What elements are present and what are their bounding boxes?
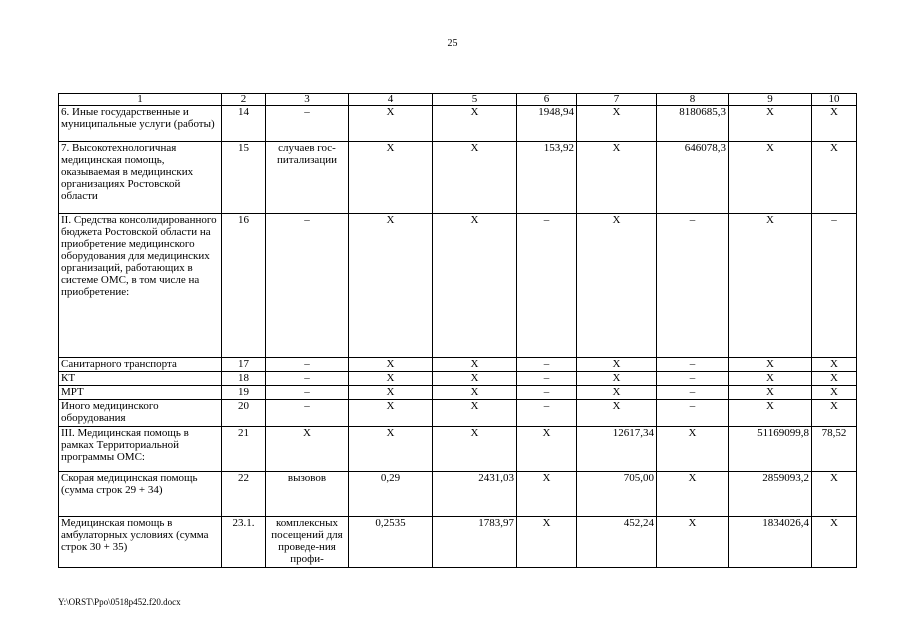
table-cell: – xyxy=(657,358,729,372)
table-cell: – xyxy=(517,400,577,427)
page-number: 25 xyxy=(447,38,458,49)
table-cell: Х xyxy=(349,214,433,358)
table-cell: – xyxy=(266,386,349,400)
table-cell: Х xyxy=(433,106,517,142)
row-label-cell: Медицинская помощь в амбулаторных условиях (сумма строк 30 + 35) xyxy=(59,517,222,568)
table-cell: – xyxy=(812,214,857,358)
table-cell: Х xyxy=(577,142,657,214)
table-cell: Х xyxy=(349,372,433,386)
row-label-cell: Иного медицинского оборудования xyxy=(59,400,222,427)
table-cell: 153,92 xyxy=(517,142,577,214)
table-cell: 23.1. xyxy=(222,517,266,568)
table-cell: – xyxy=(517,372,577,386)
table-cell: 21 xyxy=(222,427,266,472)
table-cell: – xyxy=(657,386,729,400)
header-cell: 10 xyxy=(812,94,857,106)
table-cell: – xyxy=(657,372,729,386)
table-cell: Х xyxy=(812,400,857,427)
row-label-cell: МРТ xyxy=(59,386,222,400)
table-cell: – xyxy=(517,358,577,372)
table-cell: Х xyxy=(349,358,433,372)
table-cell: 17 xyxy=(222,358,266,372)
table-cell: Х xyxy=(812,106,857,142)
table-cell: Х xyxy=(349,400,433,427)
table-cell: Х xyxy=(433,142,517,214)
table-row xyxy=(59,358,857,372)
header-cell: 5 xyxy=(433,94,517,106)
table-cell: Х xyxy=(729,142,812,214)
budget-table xyxy=(58,93,857,568)
header-cell: 4 xyxy=(349,94,433,106)
table-row xyxy=(59,372,857,386)
table-cell: 2431,03 xyxy=(433,472,517,517)
file-path-footer: Y:\ORST\Ppo\0518p452.f20.docx xyxy=(58,597,181,607)
table-cell: Х xyxy=(349,106,433,142)
table-cell: Х xyxy=(433,386,517,400)
table-cell: случаев гос-питализации xyxy=(266,142,349,214)
table-cell: 8180685,3 xyxy=(657,106,729,142)
table-cell: 0,29 xyxy=(349,472,433,517)
table-cell: – xyxy=(517,214,577,358)
table-cell: Х xyxy=(729,214,812,358)
table-row xyxy=(59,427,857,472)
table-cell: Х xyxy=(812,142,857,214)
table-cell: Х xyxy=(812,472,857,517)
header-cell: 8 xyxy=(657,94,729,106)
table-cell: Х xyxy=(657,517,729,568)
header-cell: 9 xyxy=(729,94,812,106)
table-cell: Х xyxy=(433,372,517,386)
row-label-cell: 7. Высокотехнологичная медицинская помощь, оказываемая в медицинских организациях Ростовской области xyxy=(59,142,222,214)
table-cell: Х xyxy=(577,214,657,358)
header-cell: 1 xyxy=(59,94,222,106)
row-label-cell: Санитарного транспорта xyxy=(59,358,222,372)
table-cell: комплексных посещений для проведе-ния профи- xyxy=(266,517,349,568)
table-cell: 452,24 xyxy=(577,517,657,568)
table-row xyxy=(59,400,857,427)
table-cell: 78,52 xyxy=(812,427,857,472)
table-cell: Х xyxy=(266,427,349,472)
table-cell: Х xyxy=(577,372,657,386)
header-cell: 6 xyxy=(517,94,577,106)
table-row xyxy=(59,386,857,400)
table-cell: 2859093,2 xyxy=(729,472,812,517)
table-row xyxy=(59,106,857,142)
table-cell: 19 xyxy=(222,386,266,400)
row-label-cell: КТ xyxy=(59,372,222,386)
table-cell: Х xyxy=(349,386,433,400)
header-row xyxy=(59,94,857,106)
header-cell: 3 xyxy=(266,94,349,106)
table-cell: 0,2535 xyxy=(349,517,433,568)
table-row xyxy=(59,214,857,358)
table-cell: Х xyxy=(729,372,812,386)
table-cell: Х xyxy=(657,472,729,517)
table-cell: – xyxy=(266,372,349,386)
table-cell: – xyxy=(517,386,577,400)
table-cell: Х xyxy=(349,142,433,214)
table-cell: Х xyxy=(657,427,729,472)
table-row xyxy=(59,142,857,214)
table-cell: 1948,94 xyxy=(517,106,577,142)
table-cell: 646078,3 xyxy=(657,142,729,214)
table-cell: – xyxy=(266,358,349,372)
table-cell: 12617,34 xyxy=(577,427,657,472)
table-cell: 22 xyxy=(222,472,266,517)
header-cell: 2 xyxy=(222,94,266,106)
row-label-cell: Скорая медицинская помощь (сумма строк 29 + 34) xyxy=(59,472,222,517)
table-cell: Х xyxy=(577,386,657,400)
table-cell: Х xyxy=(577,358,657,372)
table-cell: 1834026,4 xyxy=(729,517,812,568)
table-cell: Х xyxy=(812,517,857,568)
table-cell: – xyxy=(266,106,349,142)
row-label-cell: 6. Иные государственные и муниципальные услуги (работы) xyxy=(59,106,222,142)
header-cell: 7 xyxy=(577,94,657,106)
table-cell: 1783,97 xyxy=(433,517,517,568)
table-cell: Х xyxy=(433,400,517,427)
table-cell: – xyxy=(657,214,729,358)
table-cell: – xyxy=(657,400,729,427)
table-cell: Х xyxy=(577,400,657,427)
table-cell: Х xyxy=(812,372,857,386)
table-cell: Х xyxy=(517,427,577,472)
table-cell: Х xyxy=(517,472,577,517)
table-row xyxy=(59,472,857,517)
table-cell: Х xyxy=(729,400,812,427)
table-cell: 705,00 xyxy=(577,472,657,517)
table-cell: Х xyxy=(349,427,433,472)
table-cell: 18 xyxy=(222,372,266,386)
table-cell: 15 xyxy=(222,142,266,214)
row-label-cell: II. Средства консолидированного бюджета Ростовской области на приобретение медицинского оборудования для медицинских организаций, работающих в системе ОМС, в том числе на приобретение: xyxy=(59,214,222,358)
table-cell: Х xyxy=(433,358,517,372)
table-cell: Х xyxy=(433,214,517,358)
table-cell: Х xyxy=(577,106,657,142)
table-cell: Х xyxy=(433,427,517,472)
table-cell: 16 xyxy=(222,214,266,358)
table-cell: Х xyxy=(729,386,812,400)
table-cell: – xyxy=(266,400,349,427)
row-label-cell: III. Медицинская помощь в рамках Территориальной программы ОМС: xyxy=(59,427,222,472)
table-cell: 20 xyxy=(222,400,266,427)
table-cell: вызовов xyxy=(266,472,349,517)
table-cell: Х xyxy=(729,358,812,372)
table-cell: Х xyxy=(812,358,857,372)
table-cell: Х xyxy=(729,106,812,142)
table-cell: – xyxy=(266,214,349,358)
table-row xyxy=(59,517,857,568)
table-cell: Х xyxy=(517,517,577,568)
table-cell: Х xyxy=(812,386,857,400)
table-cell: 51169099,8 xyxy=(729,427,812,472)
table-cell: 14 xyxy=(222,106,266,142)
